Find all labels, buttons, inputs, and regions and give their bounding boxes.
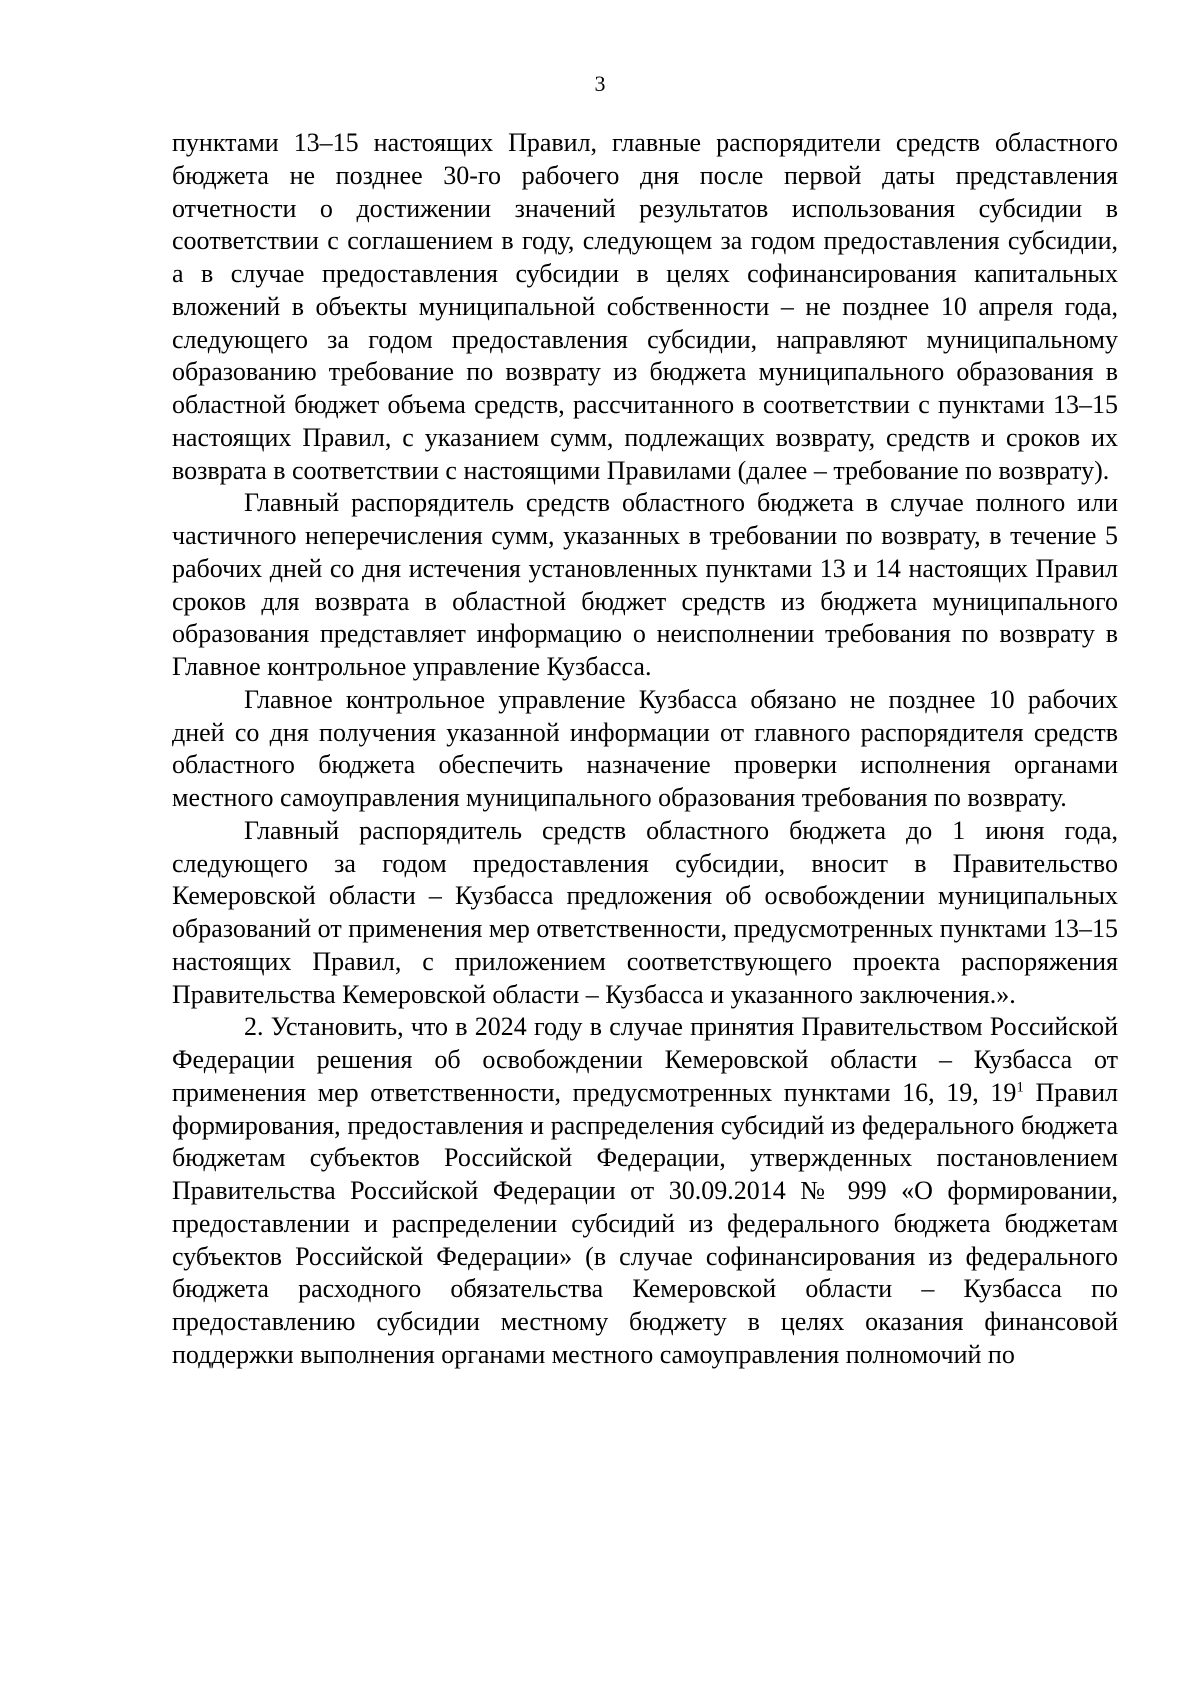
item-2-text-after: Правил формирования, предоставления и распределения субсидий из федерального бюджета бюджетам субъектов Российской Федерации, утвержденных постановлением Правительства Российской Федерации от 30.09.2014 № 999 «О формировании, предоставлении и распределении субсидий из федерального бюджета бюджетам субъектов Российской Федерации» (в случае софинансирования из федерального бюджета расходного обязательства Кемеровской области – Кузбасса по предоставлению субсидии местному бюджету в целях оказания финансовой поддержки выполнения органами местного самоуправления полномочий по: [172, 1077, 1118, 1369]
page-number: 3: [594, 71, 606, 96]
item-2-text-before: 2. Установить, что в 2024 году в случае принятия Правительством Российской Федерации решения об освобождении Кемеровской области – Кузбасса от применения мер ответственности, предусмотренных пунктами 16, 19, 19: [172, 1012, 1118, 1107]
superscript-index: 1: [1016, 1079, 1024, 1096]
paragraph-default-notice: Главный распорядитель средств областного бюджета в случае полного или частичного неперечисления сумм, указанных в требовании по возврату, в течение 5 рабочих дней со дня истечения установленных пунктами 13 и 14 настоящих Правил сроков для возврата в областной бюджет средств из бюджета муниципального образования представляет информацию о неисполнении требования по возврату в Главное контрольное управление Кузбасса.: [172, 488, 1118, 681]
paragraph-continuation: пунктами 13–15 настоящих Правил, главные распорядители средств областного бюджета не позднее 30-го рабочего дня после первой даты представления отчетности о достижении значений результатов использования субсидии в соответствии с соглашением в году, следующем за годом предоставления субсидии, а в случае предоставления субсидии в целях софинансирования капитальных вложений в объекты муниципальной собственности – не позднее 10 апреля года, следующего за годом предоставления субсидии, направляют муниципальному образованию требование по возврату из бюджета муниципального образования в областной бюджет объема средств, рассчитанного в соответствии с пунктами 13–15 настоящих Правил, с указанием сумм, подлежащих возврату, средств и сроков их возврата в соответствии с настоящими Правилами (далее – требование по возврату).: [172, 128, 1118, 485]
document-body: [172, 127, 1118, 1372]
paragraph-control-audit: Главное контрольное управление Кузбасса обязано не позднее 10 рабочих дней со дня получения указанной информации от главного распорядителя средств областного бюджета обеспечить назначение проверки исполнения органами местного самоуправления муниципального образования требования по возврату.: [172, 684, 1118, 812]
paragraph-item-2: [172, 1011, 1118, 1371]
paragraph-exemption-proposal: Главный распорядитель средств областного бюджета до 1 июня года, следующего за годом предоставления субсидии, вносит в Правительство Кемеровской области – Кузбасса предложения об освобождении муниципальных образований от применения мер ответственности, предусмотренных пунктами 13–15 настоящих Правил, с приложением соответствующего проекта распоряжения Правительства Кемеровской области – Кузбасса и указанного заключения.».: [172, 815, 1118, 1009]
